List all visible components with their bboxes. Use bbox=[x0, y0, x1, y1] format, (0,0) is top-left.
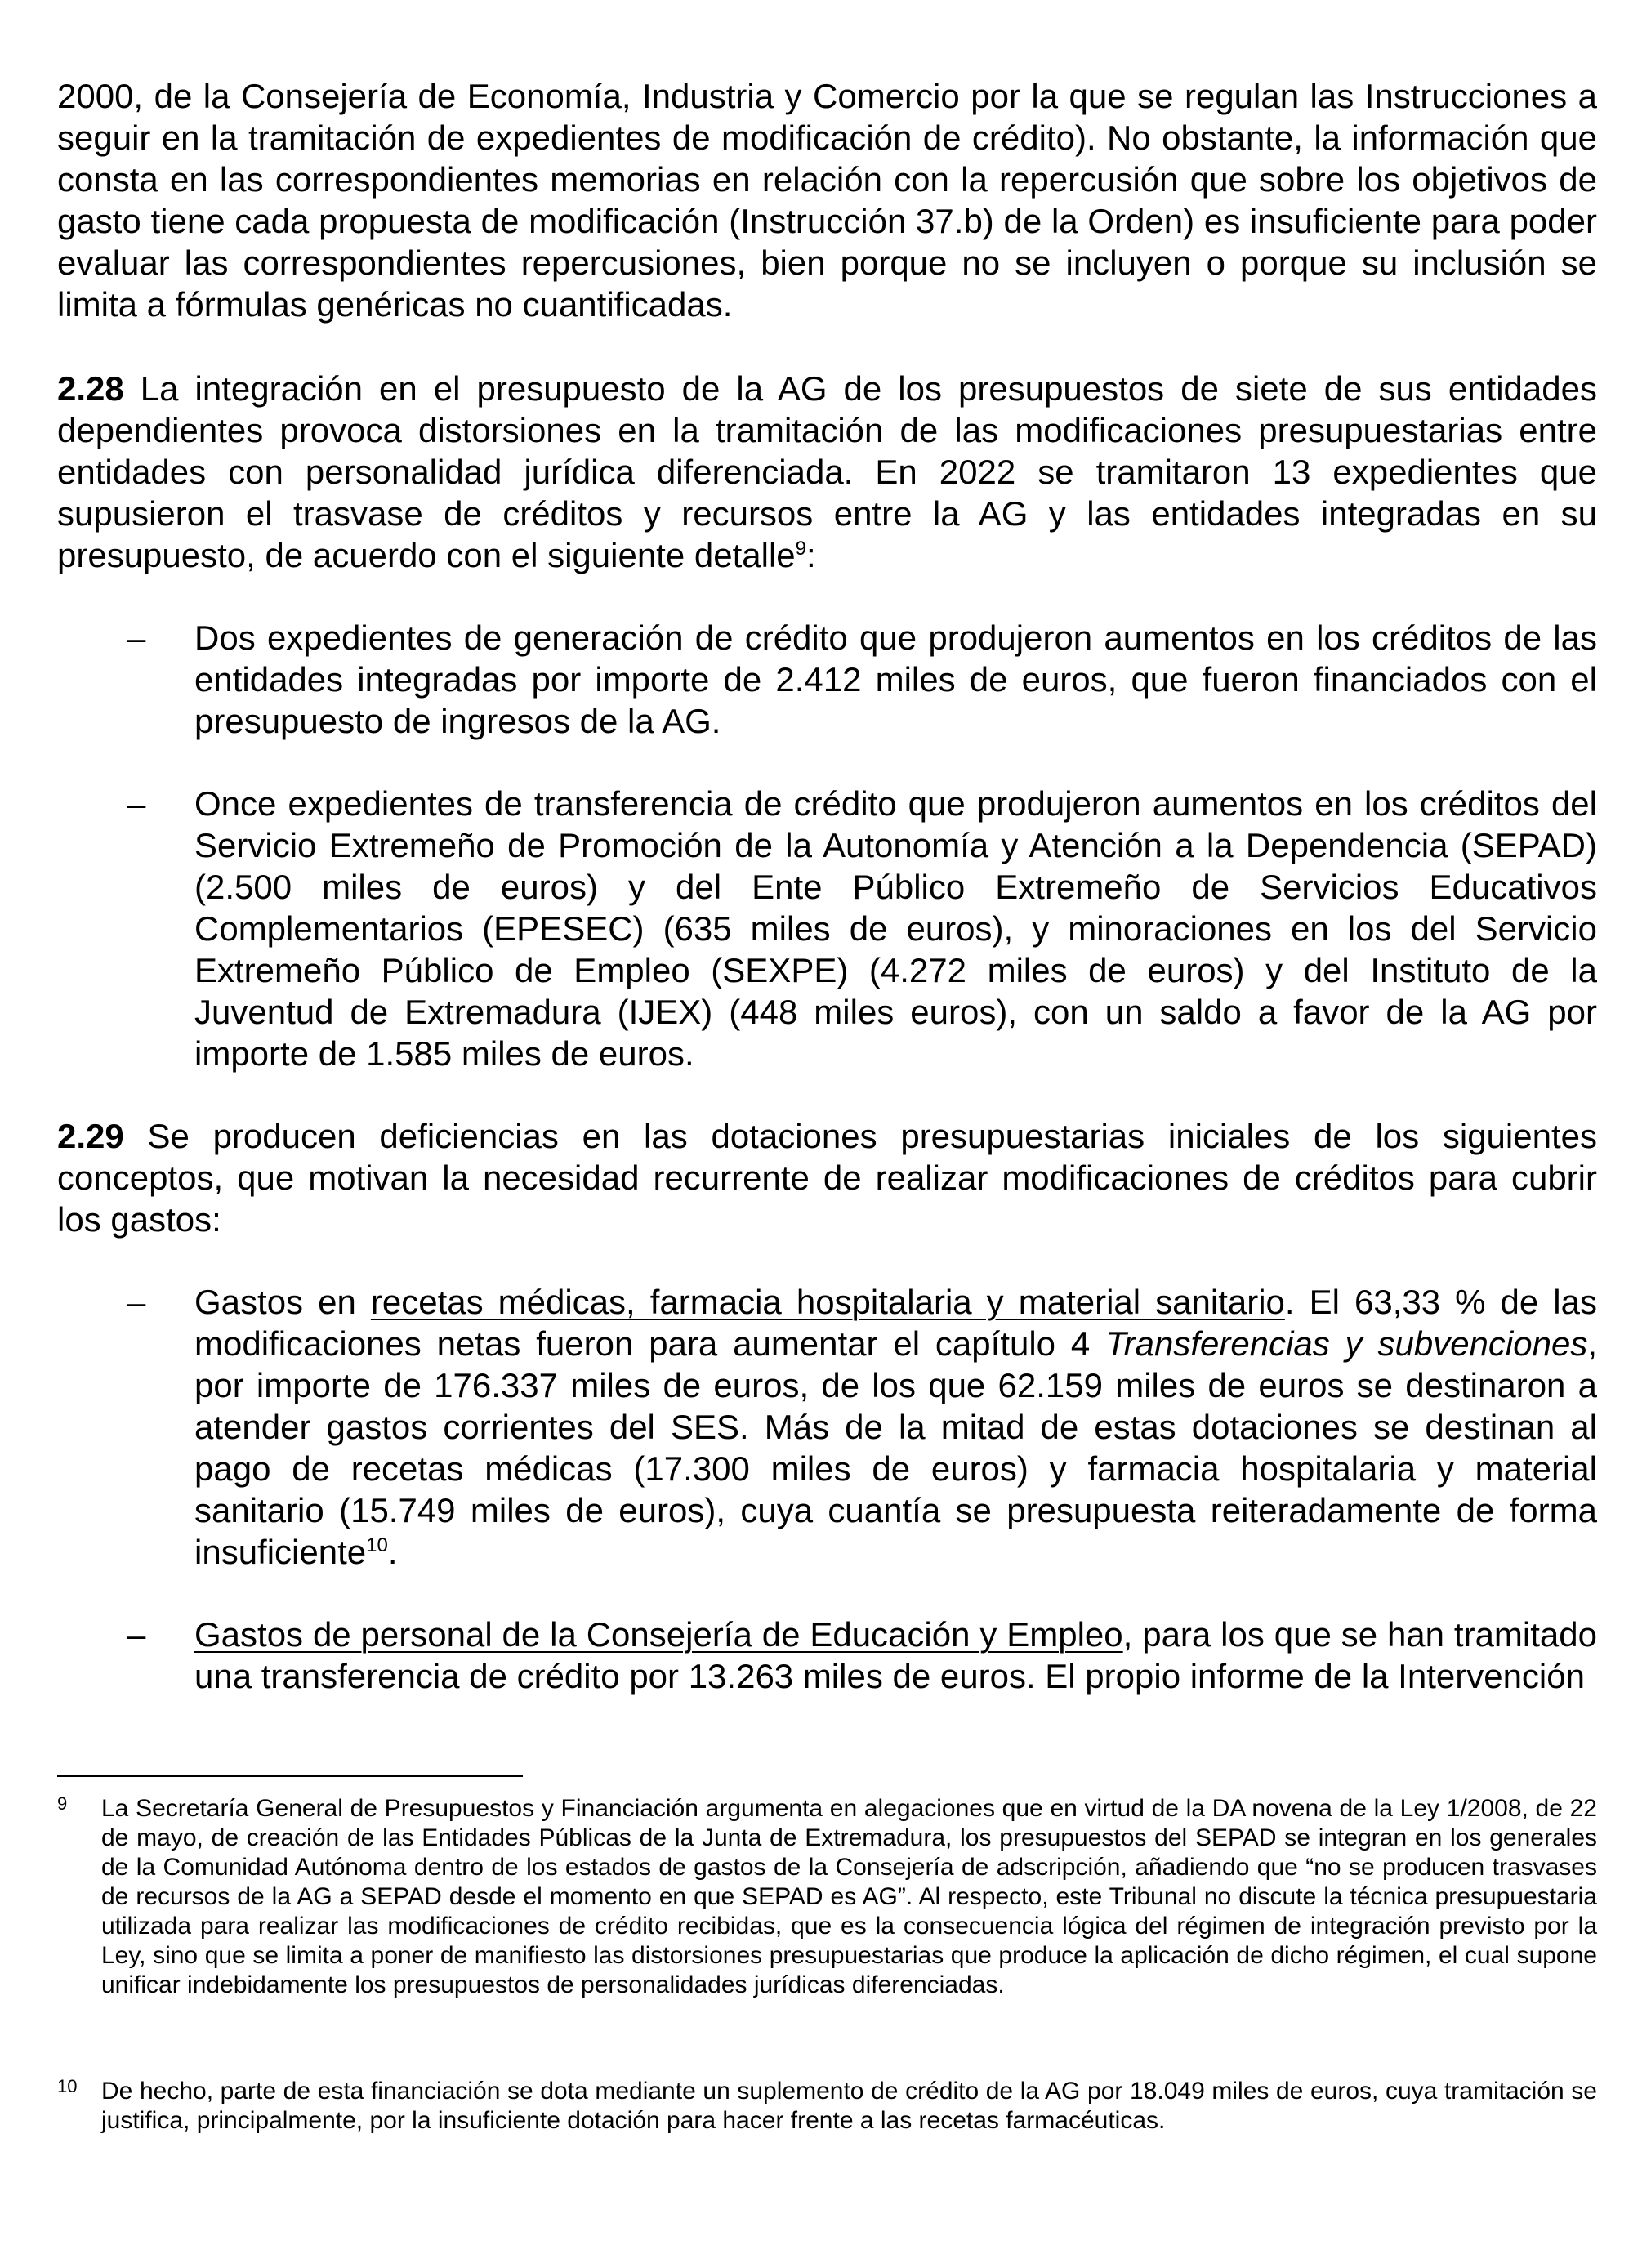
list-item bbox=[57, 617, 1597, 742]
document-body bbox=[57, 75, 1597, 1738]
bullet-list-2-28 bbox=[57, 617, 1597, 1074]
list-item-text: Once expedientes de transferencia de crédito que produjeron aumentos en los créditos del Servicio Extremeño de Promoción de la Autonomía y Atención a la Dependencia (SEPAD) (2.500 miles de euros) y del Ente Público Extremeño de Servicios Educativos Complementarios (EPESEC) (635 miles de euros), y minoraciones en los del Servicio Extremeño Público de Empleo (SEXPE) (4.272 miles de euros) y del Instituto de la Juventud de Extremadura (IJEX) (448 miles euros), con un saldo a favor de la AG por importe de 1.585 miles de euros. bbox=[194, 784, 1597, 1073]
italic-phrase: Transferencias y subvenciones bbox=[1105, 1324, 1588, 1363]
section-number: 2.28 bbox=[57, 369, 124, 408]
footnote-9 bbox=[57, 1794, 1597, 2000]
paragraph-text: Se producen deficiencias en las dotaciones presupuestarias iniciales de los siguientes conceptos, que motivan la necesidad recurrente de realizar modificaciones de créditos para cubrir los gastos: bbox=[57, 1117, 1597, 1239]
dash-bullet: – bbox=[127, 784, 146, 823]
section-number: 2.29 bbox=[57, 1117, 124, 1155]
paragraph-text: La integración en el presupuesto de la AG de los presupuestos de siete de sus entidades dependientes provoca distorsiones en la tramitación de las modificaciones presupuestarias entre entidades con personalidad jurídica diferenciada. En 2022 se tramitaron 13 expedientes que supusieron el trasvase de créditos y recursos entre la AG y las entidades integradas en su presupuesto, de acuerdo con el siguiente detalle bbox=[57, 369, 1597, 574]
footnote-text: De hecho, parte de esta financiación se dota mediante un suplemento de crédito de la AG por 18.049 miles de euros, cuya tramitación se justifica, principalmente, por la insuficiente dotación para hacer frente a las recetas farmacéuticas. bbox=[101, 2078, 1597, 2134]
dash-bullet: – bbox=[127, 1283, 146, 1321]
list-item bbox=[57, 783, 1597, 1074]
dash-bullet: – bbox=[127, 618, 146, 657]
footnote-number: 10 bbox=[57, 2076, 78, 2096]
footnote-ref-10[interactable]: 10 bbox=[366, 1534, 388, 1556]
underlined-phrase: Gastos de personal de la Consejería de Educación y Empleo bbox=[194, 1615, 1123, 1654]
footnote-text: La Secretaría General de Presupuestos y Financiación argumenta en alegaciones que en virtud de la DA novena de la Ley 1/2008, de 22 de mayo, de creación de las Entidades Públicas de la Junta de Extremadura, los presupuestos del SEPAD se integran en los generales de la Comunidad Autónoma dentro de los estados de gastos de la Consejería de adscripción, añadiendo que “no se producen trasvases de recursos de la AG a SEPAD desde el momento en que SEPAD es AG”. Al respecto, este Tribunal no discute la técnica presupuestaria utilizada para realizar las modificaciones de crédito recibidas, que es la consecuencia lógica del régimen de integración previsto por la Ley, sino que se limita a poner de manifiesto las distorsiones presupuestarias que produce la aplicación de dicho régimen, el cual supone unificar indebidamente los presupuestos de personalidades jurídicas diferenciadas. bbox=[101, 1795, 1597, 1998]
footnote-10 bbox=[57, 2077, 1597, 2136]
list-item: – Gastos en recetas médicas, farmacia hospitalaria y material sanitario. El 63,33 % de las modificaciones netas fueron para aumentar el capítulo 4 Transferencias y subvenciones, por importe de 176.337 miles de euros, de los que 62.159 miles de euros se destinaron a atender gastos corrientes del SES. Más de la mitad de estas dotaciones se destinan al pago de recetas médicas (17.300 miles de euros) y farmacia hospitalaria y material sanitario (15.749 miles de euros), cuya cuantía se presupuesta reiteradamente de forma insuficiente$^{10}$. bbox=[127, 1283, 1597, 1571]
paragraph-2-28: 2.28 La integración en el presupuesto de la AG de los presupuestos de siete de sus entidades dependientes provoca distorsiones en la tramitación de las modificaciones presupuestarias entre entidades con personalidad jurídica diferenciada. En 2022 se tramitaron 13 expedientes que supusieron el trasvase de créditos y recursos entre la AG y las entidades integradas en su presupuesto, de acuerdo con el siguiente detalle$^9$: bbox=[57, 369, 1597, 574]
bullet-list-2-29 bbox=[57, 1281, 1597, 1697]
dash-bullet: – bbox=[127, 1615, 146, 1654]
list-item-text: Dos expedientes de generación de crédito que produjeron aumentos en los créditos de las entidades integradas por importe de 2.412 miles de euros, que fueron financiados con el presupuesto de ingresos de la AG. bbox=[194, 618, 1597, 740]
paragraph-2-29 bbox=[57, 1115, 1597, 1240]
footnote-ref-9[interactable]: 9 bbox=[795, 538, 806, 560]
intro-paragraph: 2000, de la Consejería de Economía, Industria y Comercio por la que se regulan las Instrucciones a seguir en la tramitación de expedientes de modificación de crédito). No obstante, la información que consta en las correspondientes memorias en relación con la repercusión que sobre los objetivos de gasto tiene cada propuesta de modificación (Instrucción 37.b) de la Orden) es insuficiente para poder evaluar las correspondientes repercusiones, bien porque no se incluyen o porque su inclusión se limita a fórmulas genéricas no cuantificadas. bbox=[57, 77, 1597, 324]
footnote-number: 9 bbox=[57, 1793, 68, 1814]
list-item: – Gastos de personal de la Consejería de Educación y Empleo, para los que se han tramitado una transferencia de crédito por 13.263 miles de euros. El propio informe de la Intervención bbox=[127, 1615, 1597, 1695]
underlined-phrase: recetas médicas, farmacia hospitalaria y material sanitario bbox=[370, 1283, 1285, 1321]
footnote-separator bbox=[57, 1775, 523, 1777]
